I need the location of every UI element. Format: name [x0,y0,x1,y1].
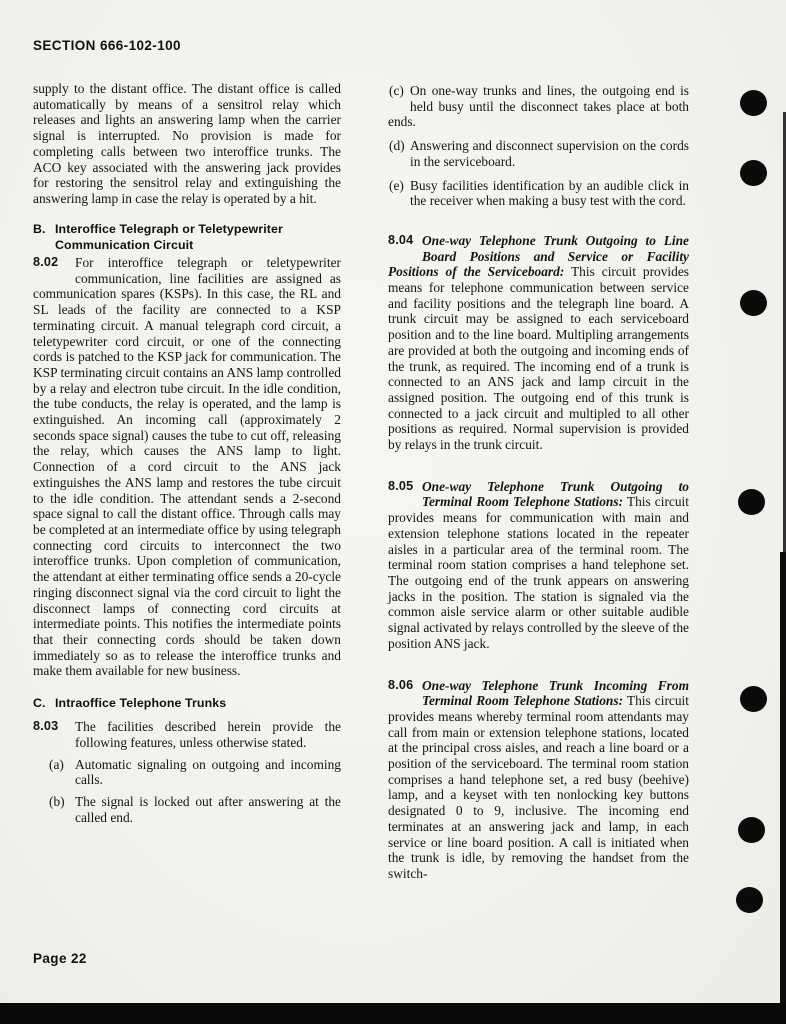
right-column [388,81,689,882]
paragraph-8-02 [33,255,341,679]
paragraph-run-in-heading: One-way Telephone Trunk Outgoing to Terminal Room Telephone Stations: [422,478,689,510]
registration-dot [738,489,765,515]
paragraph-text: This circuit provides means whereby terminal room attendants may call from main or extension telephone stations, located at the principal cross aisles, and reach a line board or a position of the serviceboard. The terminal room station comprises a hand telephone set, a red busy (beehive) lamp, and a keyset with ten nonlocking key buttons designated 0 to 9, inclusive. The incoming end terminates at an answering jack and lamp, in each service or line board position. A call is initiated when the trunk is idle, by removing the handset from the switch- [388,693,689,881]
scan-edge-bottom [0,1003,786,1024]
left-column [33,81,341,825]
page-number: Page 22 [33,951,87,966]
registration-dot [740,160,767,186]
section-number-header: SECTION 666-102-100 [33,38,181,53]
list-item-text: Answering and disconnect supervision on the cords in the serviceboard. [410,138,689,169]
section-b-heading [33,221,341,253]
list-item-text: Automatic signaling on outgoing and incoming calls. [75,756,341,788]
paragraph-text: This circuit provides means for communication with main and extension telephone stations located in the repeater aisles in a particular area of the terminal room. The terminal room station comprises a hand telephone set. The outgoing end of the trunk appears on answering jacks in the position. The station is signaled via the common aisle service alarm or other suitable audible signal activated by relays controlled by the sleeve of the position ANS jack. [388,494,689,651]
list-item-label: (c) [389,83,404,98]
paragraph-text: This circuit provides means for telephone communication between service and facility positions and the telegraph line board. A trunk circuit may be assigned to each serviceboard position and to the line board. Multipling arrangements are provided at both the outgoing and incoming ends of the trunk, as required. The incoming end of a trunk is connected to an ANS jack and lamp circuit in the assigned position. The outgoing end of this trunk is connected to a jack circuit and multipled to all other positions as required. Normal supervision is provided by relays in the trunk circuit. [388,264,690,453]
section-b-label: B. [33,221,46,236]
section-c-label: C. [33,696,46,711]
list-item-label: (e) [389,177,404,193]
list-item-b [33,794,341,825]
registration-dot [738,817,765,843]
paragraph-continuation: supply to the distant office. The distant office is called automatically by means of a sensitrol relay which releases and lights an answering lamp when the carrier signal is interrupted. No provision is made for completing calls between two interoffice trunks. The ACO key associated with the answering jack provides for restoring the sensitrol relay and extinguishing the answering lamp in case the relay is operated by a hit. [33,81,341,206]
section-b-title: Interoffice Telegraph or Teletypewriter Communication Circuit [55,221,283,252]
paragraph-8-03 [33,719,341,750]
list-item-c [388,83,689,130]
list-item-label: (b) [49,794,65,810]
section-c-title: Intraoffice Telephone Trunks [55,696,227,711]
paragraph-number: 8.02 [33,255,59,270]
paragraph-number: 8.06 [388,677,414,692]
paragraph-8-05 [388,479,689,652]
paragraph-text: The facilities described herein provide the following features, unless otherwise stated. [75,719,341,750]
list-item-e [388,178,689,209]
paragraph-text: For interoffice telegraph or teletypewriter communication, line facilities are assigned as communication spares (KSPs). In this case, the RL and SL leads of the facility are connected to a KSP terminating circuit. A manual telegraph cord circuit, a teletypewriter cord circuit, or one of the connecting cords is patched to the KSP jack for communication. The KSP terminating circuit contains an ANS lamp controlled by a relay and electron tube circuit. In the idle condition, the tube conducts, the relay is operated, and the lamp is extinguished. An incoming call (approximately 2 seconds space signal) causes the tube to cut off, releasing the relay, which causes the ANS lamp to light. Connection of a cord circuit to the ANS jack extinguishes the ANS lamp and restores the tube circuit to the idle condition. The attendant sends a 2-second space signal to call the distant office. Through calls may be completed at an intermediate office by using telegraph connecting cord circuits to interconnect the two interoffice trunks. Upon completion of communication, the attendant at either terminating office sends a 20-cycle ringing disconnect signal via the cord circuit to light the disconnect lamps of connecting cord circuits at intermediate points. This notifies the intermediate points that their connecting cords should be taken down immediately so as to release the interoffice trunks and make them available for new business. [33,255,341,679]
list-item-text: On one-way trunks and lines, the outgoing end is held busy until the disconnect takes place at both ends. [388,83,689,130]
paragraph-number: 8.04 [388,232,414,247]
paragraph-run-in-heading: One-way Telephone Trunk Outgoing to Line Board Positions and Service or Facility Positions of the Serviceboard: [388,232,689,280]
list-item-text: Busy facilities identification by an audible click in the receiver when making a busy test with the cord. [410,177,689,209]
list-item-label: (d) [389,138,405,154]
paragraph-number: 8.05 [388,478,414,493]
registration-dot [740,90,767,116]
list-item-text: The signal is locked out after answering at the called end. [75,794,341,825]
registration-dot [740,290,767,316]
list-item-a [33,757,341,788]
paragraph-run-in-heading: One-way Telephone Trunk Incoming From Terminal Room Telephone Stations: [422,677,689,709]
list-item-d [388,138,689,169]
registration-dot [740,686,767,712]
scan-edge-right [780,552,786,1024]
paragraph-8-06 [388,678,689,882]
registration-dot [736,887,763,913]
paragraph-8-04 [388,233,689,453]
list-item-label: (a) [49,756,64,772]
section-c-heading [33,695,341,711]
paragraph-number: 8.03 [33,719,59,734]
